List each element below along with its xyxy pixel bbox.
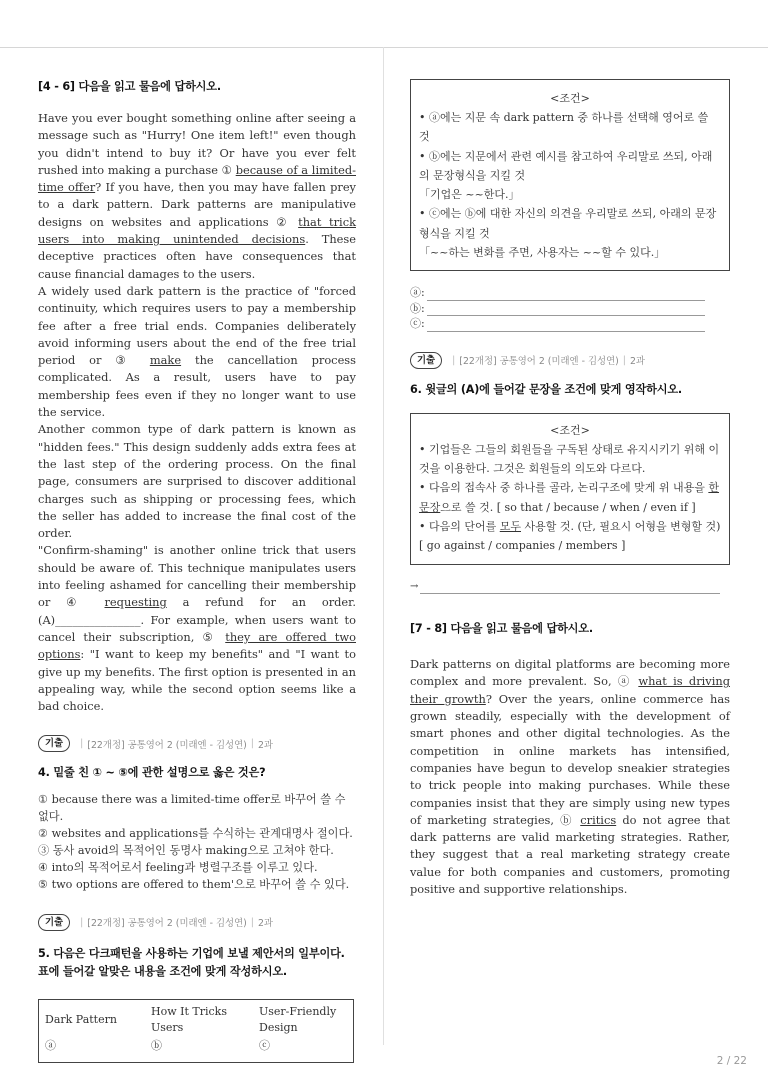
underline-5: they are offered two options (38, 629, 356, 662)
underline-4: requesting (104, 595, 167, 610)
passage-paragraph-1: Have you ever bought something online after seeing a message such as "Hurry! One item left!" even though you didn't intend to buy it? Or have you ever felt rushed into making a purchase ① because of a limited-time offer? If you have, then you may have fallen prey to a dark pattern. Dark patterns are manipulative designs on websites and applications ② that trick users into making unintended decisions. These deceptive practices often have consequences that cause financial damages to the users. (38, 111, 356, 281)
q4-option-4: ④ into의 목적어로서 feeling과 병렬구조를 이루고 있다. (38, 861, 318, 875)
q6-answer-line[interactable] (410, 579, 730, 595)
section-title-4-6: [4 - 6] 다음을 읽고 물음에 답하시오. (38, 80, 221, 93)
source-text: [22개정] 공통영어 2 (미래엔 - 김성연) (87, 918, 247, 930)
source-line-q6: 기출 | [22개정] 공통영어 2 (미래엔 - 김성연) | 2과 (410, 352, 730, 369)
source-lesson: 2과 (629, 356, 645, 368)
q5-condition-3: • ⓒ에는 ⓑ에 대한 자신의 의견을 우리말로 쓰되, 아래의 문장형식을 지킬 것 (419, 207, 717, 240)
q5-conditions-title: <조건> (550, 92, 590, 105)
passage-paragraph-3: Another common type of dark pattern is known as "hidden fees." This design suddenly adds extra fees at the last step of the ordering process. On the final page, consumers are surprised to discover additional charges such as shipping or processing fees, which the seller has added to increase the final cost of the order. (38, 422, 356, 541)
source-text: [22개정] 공통영어 2 (미래엔 - 김성연) (459, 356, 619, 368)
answer-line-c[interactable]: ⓒ: (410, 316, 730, 332)
q6-conditions-title: <조건> (550, 423, 590, 437)
table-header-user-friendly: User-Friendly Design (259, 1004, 337, 1034)
question-6-title: 6. 윗글의 (A)에 들어갈 문장을 조건에 맞게 영작하시오. (410, 382, 682, 396)
table-cell-c: ⓒ (259, 1038, 270, 1052)
underline-b: critics (580, 812, 617, 827)
table-cell-b: ⓑ (151, 1038, 162, 1052)
q5-condition-1: • ⓐ에는 지문 속 dark pattern 중 하나를 선택해 영어로 쓸 것 (419, 111, 709, 144)
passage-paragraph-4: "Confirm-shaming" is another online trick that users should be aware of. This technique manipulates users into feeling ashamed for cancelling their membership or ④ requesting a refund for an order. (A)_______________. For example, when users want to cancel their subscription, ⑤ they are offered two options: "I want to keep my benefits" and "I want to give up my benefits. The first option is presented in an appealing way, while the second option seems like a bad choice. (38, 543, 356, 714)
section-title-7-8: [7 - 8] 다음을 읽고 물음에 답하시오. (410, 622, 593, 636)
question-5-title: 5. 다음은 다크패턴을 사용하는 기업에 보낼 제안서의 일부이다. 표에 들어갈 알맞은 내용을 조건에 맞게 작성하시오. (38, 946, 345, 978)
q6-conditions-box (410, 413, 730, 565)
q6-condition-1: • 기업들은 그들의 회원들을 구독된 상태로 유지시키기 위해 이것을 이용한다. 그것은 회원들의 의도와 다르다. (419, 442, 720, 476)
underline-2: that trick users into making unintended decisions (38, 214, 356, 247)
column-divider (383, 47, 384, 1045)
q5-condition-2-format: 「기업은 ~~한다.」 (419, 188, 520, 202)
table-cell-a: ⓐ (45, 1038, 56, 1052)
q5-condition-2: • ⓑ에는 지문에서 관련 예시를 참고하여 우리말로 쓰되, 아래의 문장형식을 지킬 것 (419, 149, 713, 182)
answer-line-b[interactable]: ⓑ: (410, 301, 730, 317)
source-lesson: 2과 (257, 918, 273, 930)
source-tag: 기출 (410, 352, 442, 369)
q4-option-5: ⑤ two options are offered to them'으로 바꾸어 쓸 수 있다. (38, 877, 350, 891)
q5-conditions-box (410, 79, 730, 271)
source-line-q5: 기출 | [22개정] 공통영어 2 (미래엔 - 김성연) | 2과 (38, 914, 356, 931)
header-rule (0, 47, 768, 48)
source-text: [22개정] 공통영어 2 (미래엔 - 김성연) (87, 739, 247, 751)
underline-3: make (149, 353, 182, 368)
right-column (410, 79, 730, 898)
q6-condition-2: • 다음의 접속사 중 하나를 골라, 논리구조에 맞게 위 내용을 한 문장으로 쓸 것. [ so that / because / when / even if ] (419, 481, 719, 514)
q4-option-1: ① because there was a limited-time offer로 바꾸어 쓸 수 없다. (38, 793, 346, 824)
arrow-icon: → (410, 580, 419, 592)
source-tag: 기출 (38, 914, 70, 931)
q5-condition-3-format: 「~~하는 변화를 주면, 사용자는 ~~할 수 있다.」 (419, 246, 666, 260)
table-header-dark-pattern: Dark Pattern (45, 1012, 117, 1026)
q4-option-3: ③ 동사 avoid의 목적어인 동명사 making으로 고쳐야 한다. (38, 844, 334, 858)
source-line-q4: 기출 | [22개정] 공통영어 2 (미래엔 - 김성연) | 2과 (38, 735, 356, 752)
q5-answer-lines (410, 285, 730, 332)
table-header-how-it-tricks: How It Tricks Users (151, 1004, 227, 1034)
answer-line-a[interactable]: ⓐ: (410, 285, 730, 301)
question-4-options (38, 792, 356, 893)
dark-pattern-table (38, 999, 354, 1063)
passage-7-8: Dark patterns on digital platforms are becoming more complex and more prevalent. So, ⓐ what is driving their growth? Over the years, online commerce has grown steadily, especially with the development of smart phones and other digital technologies. As the competition in online markets has intensified, companies have begun to develop sneakier strategies to trick people into making purchases. While these companies insist that they are simply using new types of marketing strategies, ⓑ critics do not agree that dark patterns are valid marketing strategies. Rather, they suggest that a real marketing strategy create value for both companies and customers, promoting positive and supportive relationships. (410, 657, 731, 897)
underline-a: what is driving their growth (410, 674, 730, 706)
passage-paragraph-2: A widely used dark pattern is the practice of "forced continuity, which requires users to pay a membership fee after a free trial ends. Companies deliberately avoid informing users about the end of the free trial period or ③ make the cancellation process complicated. As a result, users have to pay membership fees even if they no longer want to use the service. (38, 283, 356, 420)
q4-option-2: ② websites and applications를 수식하는 관계대명사 절이다. (38, 827, 353, 841)
source-tag: 기출 (38, 735, 70, 752)
underline-1: because of a limited-time offer (38, 162, 356, 195)
left-column (38, 78, 356, 1063)
source-lesson: 2과 (257, 739, 273, 751)
question-4-title: 4. 밑줄 친 ① ~ ⑤에 관한 설명으로 옳은 것은? (38, 766, 266, 780)
q6-condition-3: • 다음의 단어를 모두 사용할 것. (단, 필요시 어형을 변형할 것) [ go against / companies / members ] (419, 520, 721, 553)
page-number: 2 / 22 (716, 1055, 747, 1067)
